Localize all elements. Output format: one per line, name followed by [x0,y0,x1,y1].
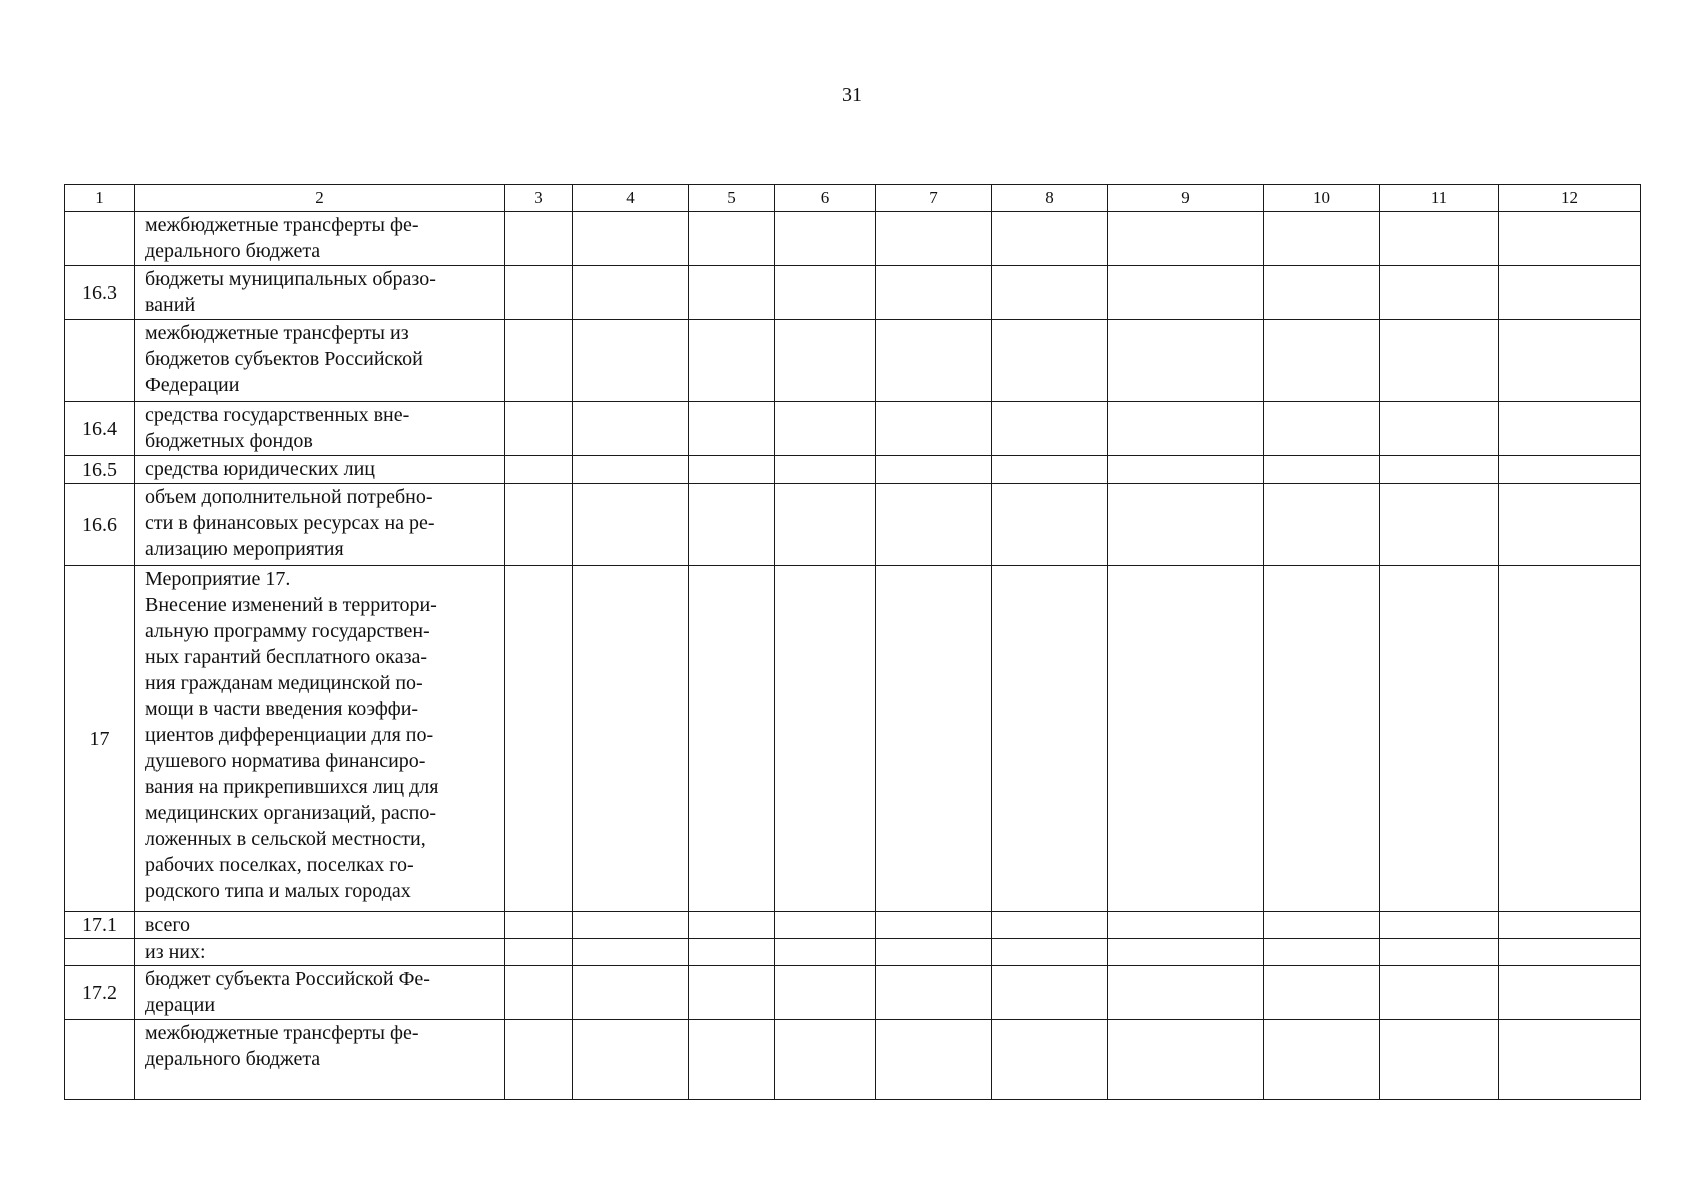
empty-value-cell [573,266,689,320]
row-number-cell [65,320,135,402]
empty-value-cell [689,456,775,484]
row-number-cell: 17.2 [65,966,135,1020]
empty-value-cell [689,320,775,402]
empty-value-cell [876,212,992,266]
empty-value-cell [1380,566,1499,912]
empty-value-cell [992,266,1108,320]
empty-value-cell [876,912,992,939]
empty-value-cell [876,1020,992,1100]
table-row [65,456,1641,484]
empty-value-cell [1264,566,1380,912]
empty-value-cell [876,966,992,1020]
empty-value-cell [1499,456,1641,484]
empty-value-cell [573,320,689,402]
empty-value-cell [689,566,775,912]
empty-value-cell [992,402,1108,456]
empty-value-cell [1499,939,1641,966]
empty-value-cell [1380,402,1499,456]
empty-value-cell [1499,966,1641,1020]
empty-value-cell [1264,939,1380,966]
row-description-cell: бюджеты муниципальных образо- ваний [135,266,505,320]
empty-value-cell [1499,212,1641,266]
empty-value-cell [1380,266,1499,320]
row-number-cell: 16.5 [65,456,135,484]
empty-value-cell [992,912,1108,939]
empty-value-cell [689,966,775,1020]
empty-value-cell [1380,456,1499,484]
table-row [65,939,1641,966]
empty-value-cell [876,320,992,402]
row-number-cell: 17 [65,566,135,912]
empty-value-cell [992,566,1108,912]
empty-value-cell [775,212,876,266]
empty-value-cell [992,484,1108,566]
empty-value-cell [505,266,573,320]
row-number-cell [65,939,135,966]
empty-value-cell [876,939,992,966]
empty-value-cell [573,939,689,966]
table-row [65,212,1641,266]
empty-value-cell [505,212,573,266]
empty-value-cell [992,456,1108,484]
page-number: 31 [842,84,862,106]
empty-value-cell [1108,402,1264,456]
empty-value-cell [775,456,876,484]
row-number-cell: 17.1 [65,912,135,939]
empty-value-cell [573,566,689,912]
empty-value-cell [505,456,573,484]
empty-value-cell [775,484,876,566]
table-row [65,484,1641,566]
table-row [65,912,1641,939]
empty-value-cell [1380,1020,1499,1100]
empty-value-cell [775,966,876,1020]
empty-value-cell [1264,402,1380,456]
row-description-cell: из них: [135,939,505,966]
empty-value-cell [573,912,689,939]
empty-value-cell [876,402,992,456]
empty-value-cell [1380,966,1499,1020]
empty-value-cell [775,566,876,912]
header-cell: 4 [573,185,689,212]
empty-value-cell [1499,320,1641,402]
empty-value-cell [775,912,876,939]
empty-value-cell [1108,212,1264,266]
header-cell: 10 [1264,185,1380,212]
empty-value-cell [992,966,1108,1020]
empty-value-cell [1264,212,1380,266]
table-row [65,266,1641,320]
header-cell: 8 [992,185,1108,212]
empty-value-cell [1108,966,1264,1020]
empty-value-cell [573,484,689,566]
row-description-cell: средства юридических лиц [135,456,505,484]
empty-value-cell [1108,320,1264,402]
empty-value-cell [689,266,775,320]
empty-value-cell [505,402,573,456]
row-number-cell [65,212,135,266]
empty-value-cell [689,912,775,939]
header-cell: 7 [876,185,992,212]
header-cell: 9 [1108,185,1264,212]
empty-value-cell [1108,912,1264,939]
empty-value-cell [573,402,689,456]
row-description-cell: объем дополнительной потребно- сти в финансовых ресурсах на ре- ализацию мероприятия [135,484,505,566]
table-row [65,402,1641,456]
row-description-cell: бюджет субъекта Российской Фе- дерации [135,966,505,1020]
header-cell: 12 [1499,185,1641,212]
header-row [65,185,1641,212]
row-number-cell: 16.4 [65,402,135,456]
header-cell: 11 [1380,185,1499,212]
empty-value-cell [1108,939,1264,966]
empty-value-cell [775,320,876,402]
empty-value-cell [1264,266,1380,320]
header-cell: 5 [689,185,775,212]
empty-value-cell [775,266,876,320]
empty-value-cell [1108,566,1264,912]
empty-value-cell [1108,456,1264,484]
table-row [65,566,1641,912]
empty-value-cell [505,320,573,402]
empty-value-cell [1264,966,1380,1020]
empty-value-cell [775,1020,876,1100]
empty-value-cell [1499,266,1641,320]
empty-value-cell [505,966,573,1020]
empty-value-cell [573,456,689,484]
empty-value-cell [992,212,1108,266]
row-description-cell: средства государственных вне- бюджетных фондов [135,402,505,456]
empty-value-cell [1108,266,1264,320]
empty-value-cell [505,912,573,939]
empty-value-cell [1264,484,1380,566]
empty-value-cell [689,212,775,266]
empty-value-cell [505,939,573,966]
row-description-cell: межбюджетные трансферты фе- дерального бюджета [135,1020,505,1100]
row-number-cell: 16.6 [65,484,135,566]
empty-value-cell [1499,912,1641,939]
header-cell: 6 [775,185,876,212]
empty-value-cell [505,566,573,912]
empty-value-cell [689,484,775,566]
table-row [65,1020,1641,1100]
table-row [65,320,1641,402]
empty-value-cell [1108,1020,1264,1100]
empty-value-cell [1380,939,1499,966]
empty-value-cell [775,402,876,456]
empty-value-cell [1380,484,1499,566]
empty-value-cell [505,1020,573,1100]
empty-value-cell [573,1020,689,1100]
row-description-cell: Мероприятие 17. Внесение изменений в территори- альную программу государствен- ных гарантий бесплатного оказа- ния гражданам медицинской по- мощи в части введения коэффи- циентов дифференциации для по- душевого норматива финансиро- вания на прикрепившихся лиц для медицинских организаций, распо- ложенных в сельской местности, рабочих поселках, поселках го- родского типа и малых городах [135,566,505,912]
empty-value-cell [505,484,573,566]
empty-value-cell [689,402,775,456]
header-cell: 1 [65,185,135,212]
empty-value-cell [992,320,1108,402]
empty-value-cell [1499,402,1641,456]
empty-value-cell [1264,456,1380,484]
table-row [65,966,1641,1020]
empty-value-cell [876,456,992,484]
empty-value-cell [876,266,992,320]
empty-value-cell [573,966,689,1020]
empty-value-cell [876,566,992,912]
empty-value-cell [689,1020,775,1100]
empty-value-cell [1380,912,1499,939]
header-cell: 3 [505,185,573,212]
empty-value-cell [992,1020,1108,1100]
empty-value-cell [1264,1020,1380,1100]
empty-value-cell [1499,566,1641,912]
empty-value-cell [775,939,876,966]
empty-value-cell [876,484,992,566]
funding-table [64,184,1641,1100]
empty-value-cell [992,939,1108,966]
empty-value-cell [1380,212,1499,266]
row-description-cell: межбюджетные трансферты из бюджетов субъектов Российской Федерации [135,320,505,402]
empty-value-cell [1108,484,1264,566]
row-number-cell [65,1020,135,1100]
row-description-cell: всего [135,912,505,939]
empty-value-cell [1499,1020,1641,1100]
empty-value-cell [1264,912,1380,939]
empty-value-cell [1499,484,1641,566]
empty-value-cell [1380,320,1499,402]
empty-value-cell [1264,320,1380,402]
empty-value-cell [689,939,775,966]
header-cell: 2 [135,185,505,212]
row-number-cell: 16.3 [65,266,135,320]
empty-value-cell [573,212,689,266]
row-description-cell: межбюджетные трансферты фе- дерального бюджета [135,212,505,266]
